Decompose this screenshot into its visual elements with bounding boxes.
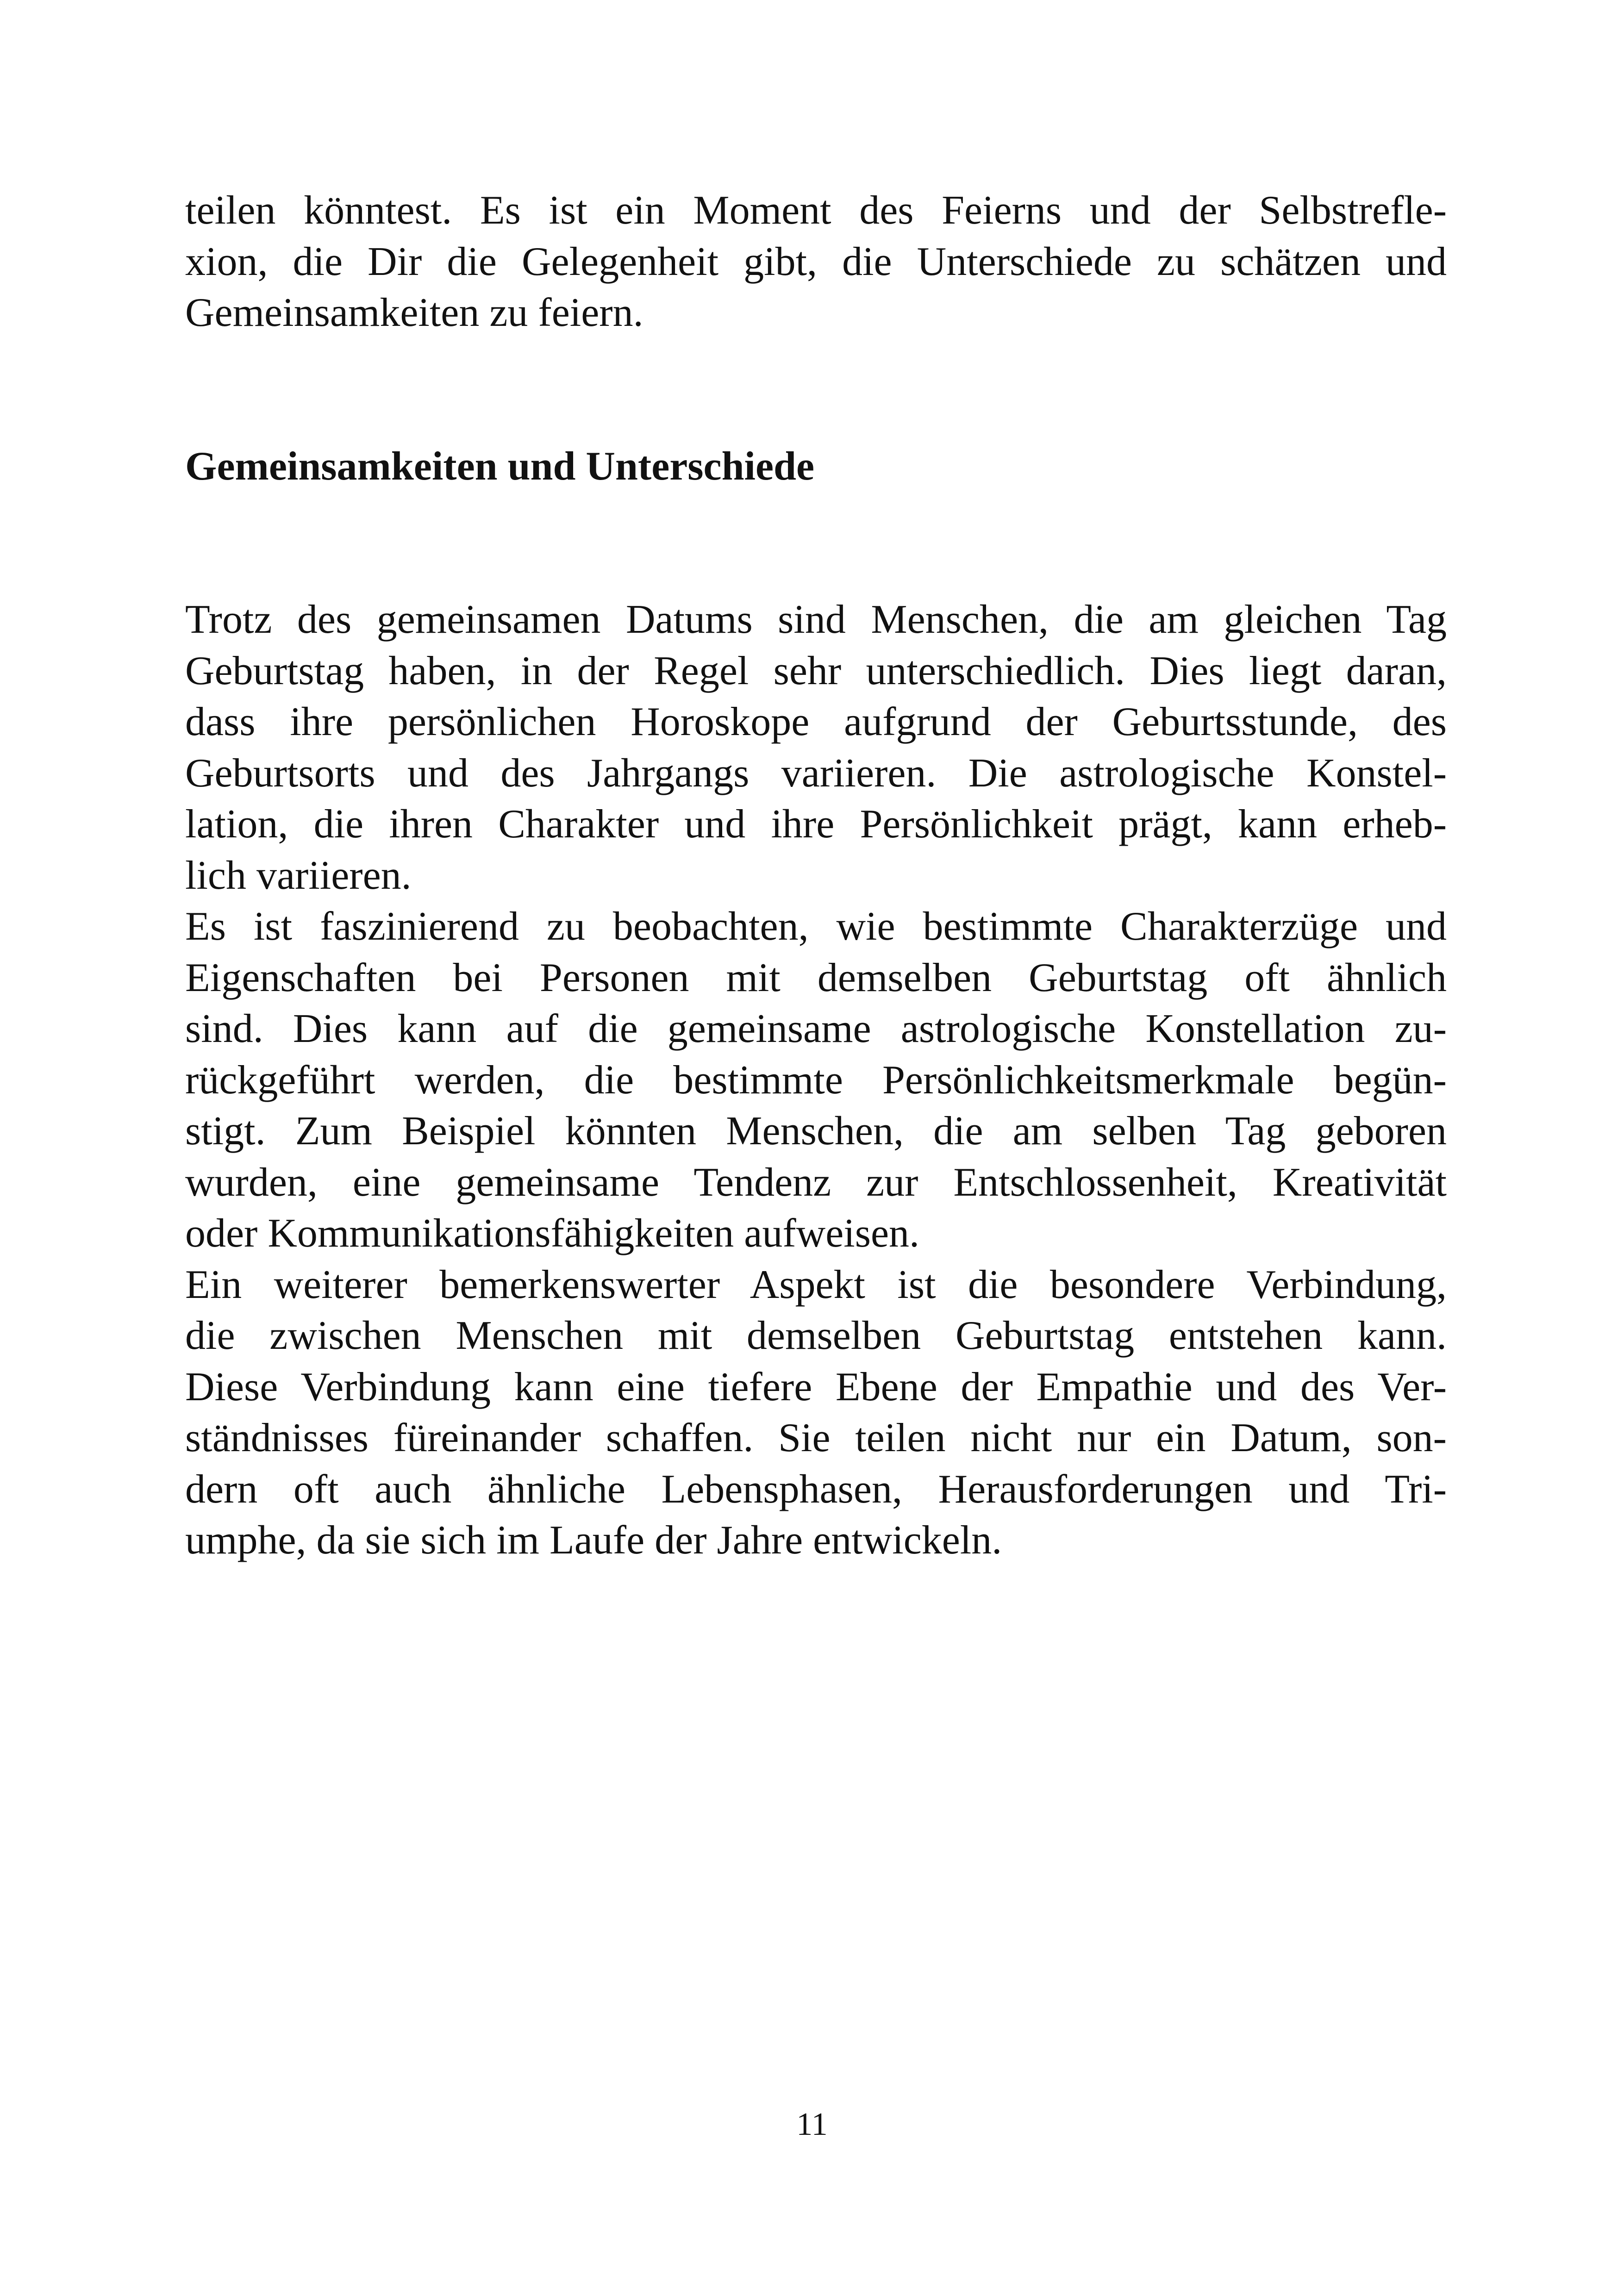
paragraph-2-line: dass ihre persönlichen Horoskope aufgrund der Geburtsstunde, des (185, 699, 1447, 744)
paragraph-4-line: die zwischen Menschen mit demselben Geburtstag entstehen kann. (185, 1313, 1447, 1358)
paragraph-1-line: teilen könntest. Es ist ein Moment des Feierns und der Selbstrefle- (185, 188, 1447, 233)
paragraph-2-line: Geburtsorts und des Jahrgangs variieren. Die astrologische Konstel- (185, 750, 1447, 796)
paragraph-3-line: Es ist faszinierend zu beobachten, wie bestimmte Charakterzüge und (185, 904, 1447, 949)
page-number: 11 (796, 2107, 828, 2142)
paragraph-3-line: Eigenschaften bei Personen mit demselben Geburtstag oft ähnlich (185, 955, 1447, 1000)
paragraph-1 (185, 185, 1447, 339)
section-heading: Gemeinsamkeiten und Unterschiede (185, 443, 815, 489)
paragraph-2-line: Geburtstag haben, in der Regel sehr unterschiedlich. Dies liegt daran, (185, 648, 1447, 693)
paragraph-1-line: Gemeinsamkeiten zu feiern. (185, 290, 643, 335)
paragraph-2 (185, 594, 1447, 901)
paragraph-3-line: oder Kommunikationsfähigkeiten aufweisen. (185, 1211, 920, 1256)
paragraph-2-line: Trotz des gemeinsamen Datums sind Menschen, die am gleichen Tag (185, 597, 1447, 642)
paragraph-3-line: wurden, eine gemeinsame Tendenz zur Entschlossenheit, Kreativität (185, 1160, 1447, 1205)
paragraph-4 (185, 1260, 1447, 1566)
paragraph-4-line: Ein weiterer bemerkenswerter Aspekt ist die besondere Verbindung, (185, 1262, 1447, 1307)
paragraph-4-line: umphe, da sie sich im Laufe der Jahre entwickeln. (185, 1518, 1002, 1563)
paragraph-4-line: Diese Verbindung kann eine tiefere Ebene der Empathie und des Ver- (185, 1364, 1447, 1409)
paragraph-3 (185, 901, 1447, 1260)
paragraph-1-line: xion, die Dir die Gelegenheit gibt, die Unterschiede zu schätzen und (185, 239, 1447, 284)
paragraph-4-line: ständnisses füreinander schaffen. Sie teilen nicht nur ein Datum, son- (185, 1416, 1447, 1460)
page-body (185, 185, 1447, 1566)
paragraph-4-line: dern oft auch ähnliche Lebensphasen, Herausforderungen und Tri- (185, 1466, 1447, 1512)
paragraph-3-line: rückgeführt werden, die bestimmte Persönlichkeitsmerkmale begün- (185, 1057, 1447, 1103)
paragraph-2-line: lich variieren. (185, 853, 412, 898)
paragraph-2-line: lation, die ihren Charakter und ihre Persönlichkeit prägt, kann erheb- (185, 802, 1447, 847)
paragraph-3-line: stigt. Zum Beispiel könnten Menschen, die am selben Tag geboren (185, 1109, 1447, 1154)
paragraph-3-line: sind. Dies kann auf die gemeinsame astrologische Konstellation zu- (185, 1006, 1447, 1051)
